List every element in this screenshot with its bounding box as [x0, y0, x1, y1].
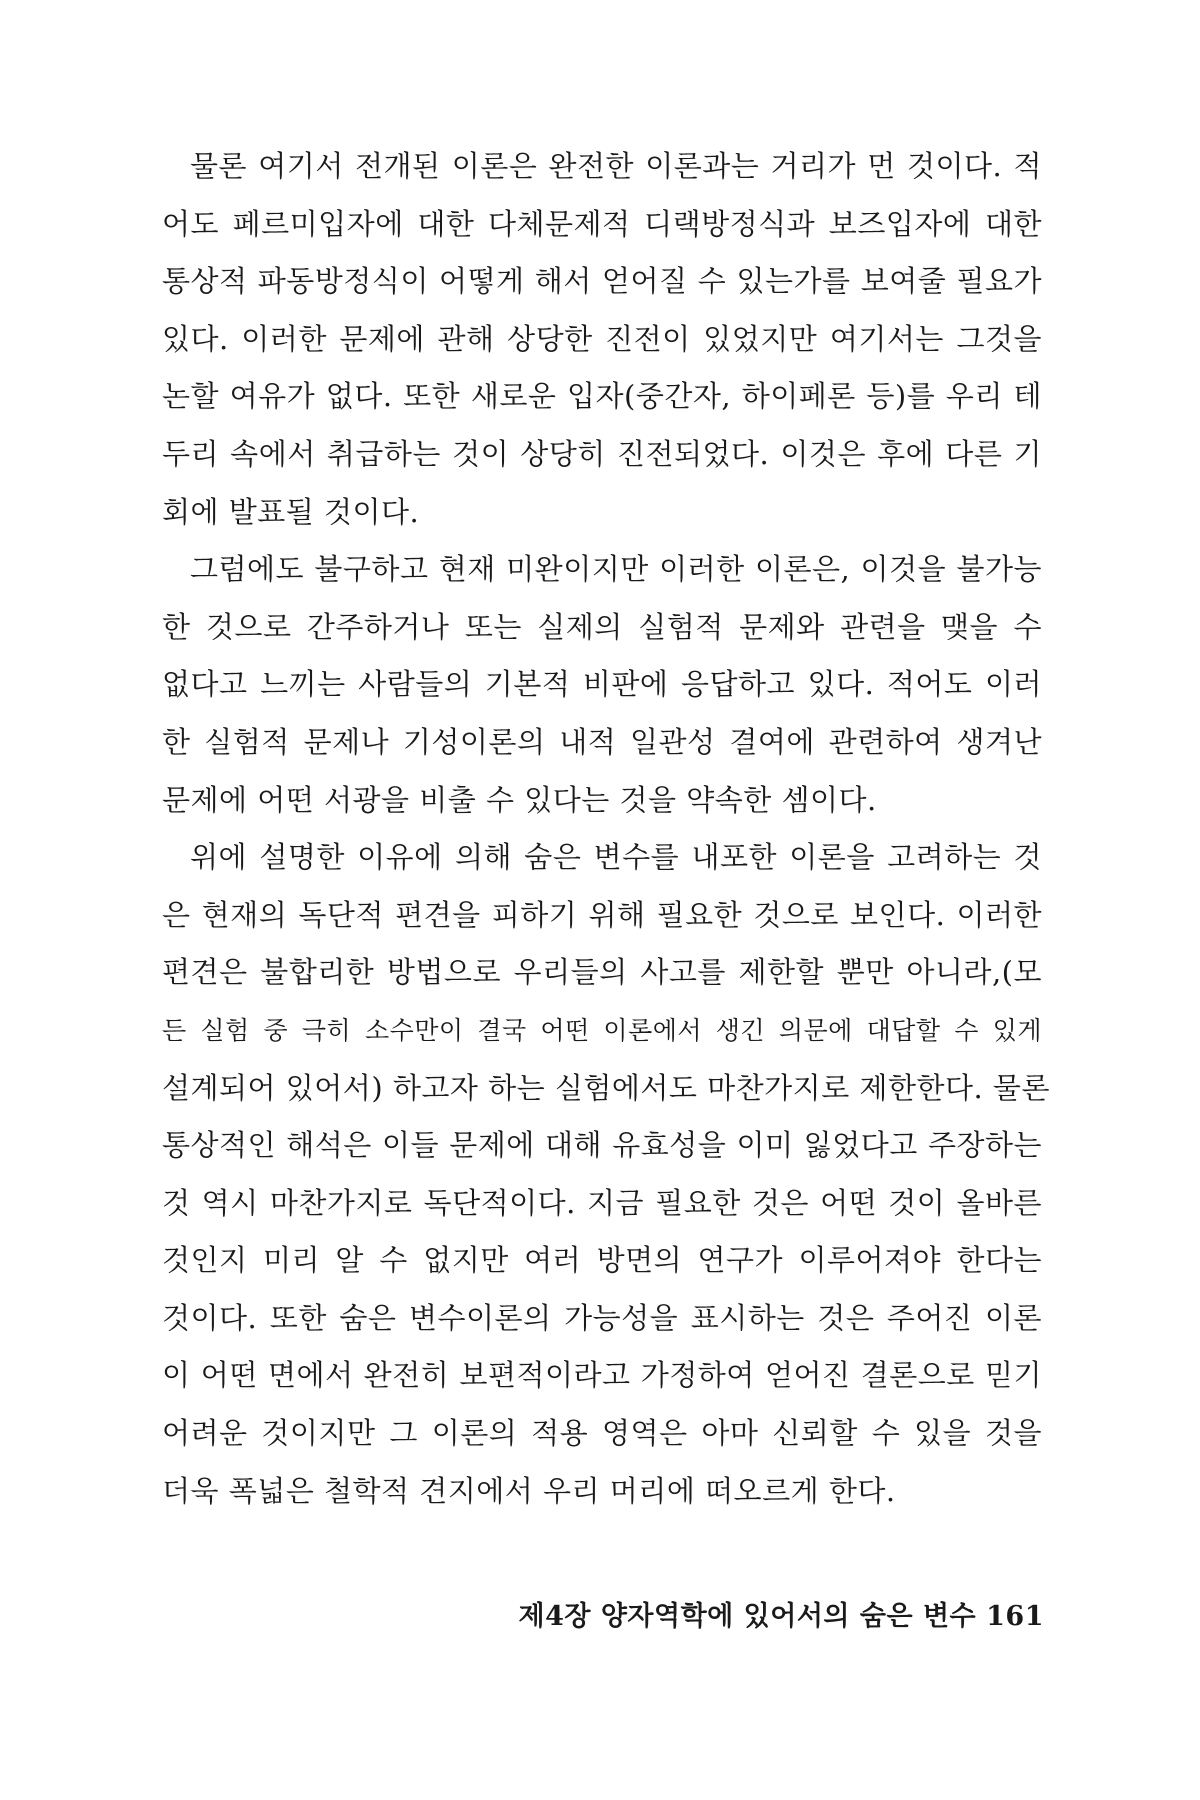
text-line: 한 것으로 간주하거나 또는 실제의 실험적 문제와 관련을 맺을 수	[162, 609, 1042, 644]
text-line: 이 어떤 면에서 완전히 보편적이라고 가정하여 얻어진 결론으로 믿기	[162, 1358, 1042, 1393]
text-line: 있다. 이러한 문제에 관해 상당한 진전이 있었지만 여기서는 그것을	[162, 321, 1042, 356]
text-line: 더욱 폭넓은 철학적 견지에서 우리 머리에 떠오르게 한다.	[162, 1473, 896, 1508]
text-line: 한 실험적 문제나 기성이론의 내적 일관성 결여에 관련하여 생겨난	[162, 724, 1042, 759]
running-title: 제4장 양자역학에 있어서의 숨은 변수	[518, 1601, 977, 1632]
text-line: 편견은 불합리한 방법으로 우리들의 사고를 제한할 뿐만 아니라,(모	[162, 955, 1042, 990]
text-line: 위에 설명한 이유에 의해 숨은 변수를 내포한 이론을 고려하는 것	[190, 840, 1042, 875]
paragraph-3	[162, 829, 1050, 1520]
text-line: 통상적인 해석은 이들 문제에 대해 유효성을 이미 잃었다고 주장하는	[162, 1128, 1042, 1163]
text-line: 그럼에도 불구하고 현재 미완이지만 이러한 이론은, 이것을 불가능	[190, 552, 1042, 587]
text-line: 물론 여기서 전개된 이론은 완전한 이론과는 거리가 먼 것이다. 적	[190, 149, 1042, 183]
page-number: 161	[986, 1601, 1044, 1632]
text-line: 통상적 파동방정식이 어떻게 해서 얻어질 수 있는가를 보여줄 필요가	[162, 264, 1042, 299]
page-footer	[519, 1594, 1045, 1633]
text-line: 든 실험 중 극히 소수만이 결국 어떤 이론에서 생긴 의문에 대답할 수 있게	[162, 1015, 1042, 1045]
text-line: 설계되어 있어서) 하고자 하는 실험에서도 마찬가지로 제한한다. 물론	[162, 1070, 1050, 1105]
text-line: 두리 속에서 취급하는 것이 상당히 진전되었다. 이것은 후에 다른 기	[162, 436, 1042, 471]
text-line: 것 역시 마찬가지로 독단적이다. 지금 필요한 것은 어떤 것이 올바른	[162, 1185, 1042, 1220]
text-line: 어려운 것이지만 그 이론의 적용 영역은 아마 신뢰할 수 있을 것을	[162, 1416, 1042, 1451]
paragraph-1	[162, 138, 1042, 541]
text-line: 없다고 느끼는 사람들의 기본적 비판에 응답하고 있다. 적어도 이러	[162, 667, 1042, 702]
text-line: 은 현재의 독단적 편견을 피하기 위해 필요한 것으로 보인다. 이러한	[162, 897, 1042, 932]
text-line: 논할 여유가 없다. 또한 새로운 입자(중간자, 하이페론 등)를 우리 테	[162, 379, 1042, 414]
text-line: 것이다. 또한 숨은 변수이론의 가능성을 표시하는 것은 주어진 이론	[162, 1300, 1042, 1335]
text-line: 회에 발표될 것이다.	[162, 494, 420, 529]
text-line: 것인지 미리 알 수 없지만 여러 방면의 연구가 이루어져야 한다는	[162, 1243, 1042, 1278]
paragraph-2	[162, 541, 1042, 829]
text-line: 어도 페르미입자에 대한 다체문제적 디랙방정식과 보즈입자에 대한	[162, 206, 1042, 241]
body-text	[162, 138, 1050, 1520]
text-line: 문제에 어떤 서광을 비출 수 있다는 것을 약속한 셈이다.	[162, 782, 877, 817]
